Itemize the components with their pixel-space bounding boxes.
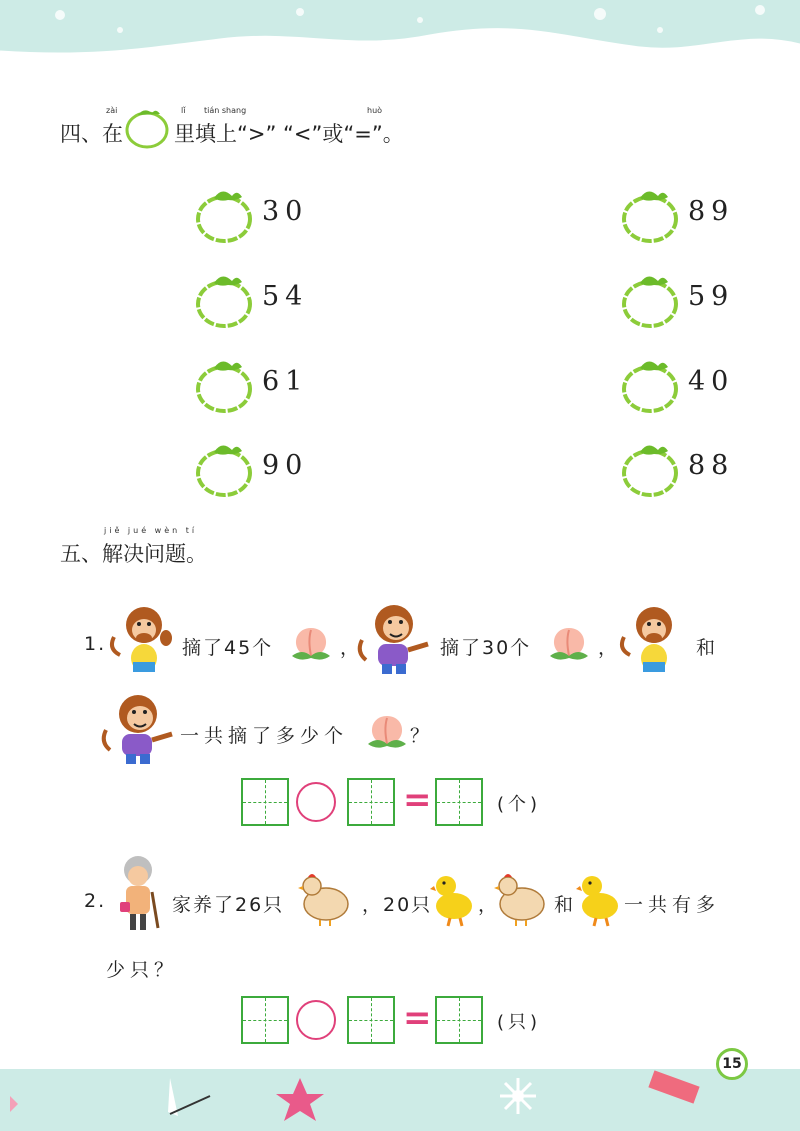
- compare-circle-blank[interactable]: [620, 269, 680, 331]
- compare-value: 54: [262, 281, 309, 312]
- q1-number: 1.: [84, 633, 107, 655]
- hen-icon: [492, 868, 552, 928]
- compare-circle-blank[interactable]: [620, 354, 680, 416]
- top-decorative-band: [0, 0, 800, 80]
- pinyin-jiejuewenti: jiě jué wèn tí: [104, 526, 198, 535]
- grandma-icon: [110, 852, 164, 934]
- circle-blank-icon: [124, 106, 170, 150]
- bottom-decorative-band: [0, 1058, 800, 1131]
- q1-text-picked-45: 摘了45个: [182, 637, 274, 659]
- monkey-covering-mouth-icon: [616, 600, 686, 678]
- hen-icon: [296, 868, 356, 928]
- unit-label: (只): [497, 1012, 542, 1033]
- compare-value: 30: [262, 196, 309, 227]
- q2-text-how-many: 少只？: [106, 959, 179, 981]
- answer-box-1[interactable]: [241, 778, 289, 826]
- compare-value: 61: [262, 366, 309, 397]
- compare-value: 40: [688, 366, 735, 397]
- q1-and: 和: [696, 637, 718, 659]
- monkey-covering-mouth-icon: [106, 600, 176, 678]
- section4-title: [60, 104, 560, 144]
- pinyin-li: lǐ: [181, 106, 186, 115]
- equals-sign: =: [403, 998, 432, 1038]
- q1-question-mark: ？: [410, 725, 432, 747]
- q2-comma: ，: [478, 894, 500, 916]
- q1-text-picked-30: 摘了30个: [440, 637, 532, 659]
- section4-title-prefix: 四、在: [60, 122, 123, 146]
- unit-label: (个): [497, 794, 542, 815]
- equals-sign: =: [403, 780, 432, 820]
- compare-circle-blank[interactable]: [194, 269, 254, 331]
- q2-number: 2.: [84, 890, 107, 912]
- peach-icon: [364, 710, 410, 750]
- monkey-pointing-icon: [100, 690, 178, 768]
- answer-box-2[interactable]: [347, 996, 395, 1044]
- monkey-pointing-icon: [356, 600, 434, 678]
- pinyin-huo: huò: [367, 106, 383, 115]
- q1-question-text: 一共摘了多少个: [180, 725, 349, 747]
- operator-circle[interactable]: [296, 1000, 336, 1040]
- page-number: 15: [716, 1048, 748, 1080]
- q2-text-20: ，20只: [362, 894, 433, 916]
- compare-value: 59: [688, 281, 735, 312]
- peach-icon: [288, 622, 334, 662]
- answer-box-1[interactable]: [241, 996, 289, 1044]
- duck-icon: [430, 868, 476, 928]
- section5-title-wrap: [60, 524, 260, 564]
- compare-circle-blank[interactable]: [194, 438, 254, 500]
- peach-icon: [546, 622, 592, 662]
- duck-icon: [576, 868, 622, 928]
- compare-circle-blank[interactable]: [620, 438, 680, 500]
- compare-circle-blank[interactable]: [194, 184, 254, 246]
- answer-box-result[interactable]: [435, 996, 483, 1044]
- section5-title: 五、解决问题。: [60, 542, 207, 566]
- pinyin-zai: zài: [106, 106, 118, 115]
- q1-comma-2: ，: [598, 637, 620, 659]
- q2-text-total: 一共有多: [624, 894, 721, 916]
- answer-box-result[interactable]: [435, 778, 483, 826]
- q2-text-26: 家养了26只: [172, 894, 285, 916]
- answer-box-2[interactable]: [347, 778, 395, 826]
- compare-circle-blank[interactable]: [620, 184, 680, 246]
- q1-comma-1: ，: [340, 637, 362, 659]
- operator-circle[interactable]: [296, 782, 336, 822]
- compare-circle-blank[interactable]: [194, 354, 254, 416]
- section4-title-suffix: 里填上“>” “<”或“=”。: [174, 122, 404, 146]
- q2-and: 和: [554, 894, 576, 916]
- compare-value: 88: [688, 450, 735, 481]
- compare-value: 89: [688, 196, 735, 227]
- pinyin-tianshang: tián shang: [204, 106, 247, 115]
- compare-value: 90: [262, 450, 309, 481]
